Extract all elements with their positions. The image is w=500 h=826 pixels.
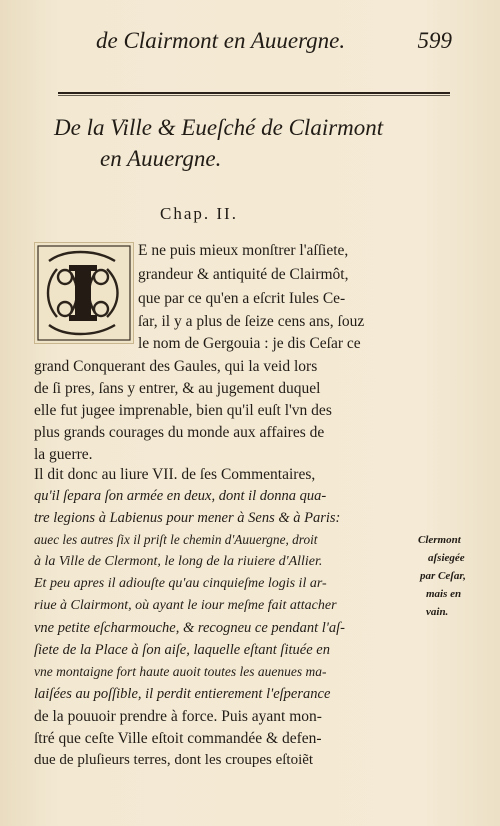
body-line: due de pluſieurs terres, dont les croupes eſtoiẽt [34,752,314,768]
body-line: vne montaigne fort haute auoit toutes les auenues ma- [34,664,327,679]
body-line: la guerre. [34,446,93,463]
body-line: Il dit donc au liure VII. de ſes Commentaires, [34,466,316,483]
margin-note: vain. [426,606,449,618]
section-heading [54,112,454,174]
margin-note: mais en [426,588,462,600]
body-line: ſiete de la Place à ſon aiſe, laquelle eſtant ſituée en [34,642,330,658]
heading-line-1: De la Ville & Eueſché de Clairmont [54,115,384,140]
header-rule-thin [58,95,450,96]
body-line: que par ce qu'en a eſcrit Iules Ce- [138,290,346,307]
decorated-initial-icon [34,242,134,344]
body-line: grandeur & antiquité de Clairmôt, [138,266,349,283]
body-line: à la Ville de Clermont, le long de la riuiere d'Allier. [34,554,323,569]
body-line: grand Conquerant des Gaules, qui la veid lors [34,358,318,375]
body-line: elle fut jugee imprenable, bien qu'il euſt l'vn des [34,402,332,419]
chapter-label: Chap. II. [160,204,238,223]
body-line: plus grands courages du monde aux affaires de [34,424,325,441]
heading-line-2: en Auuergne. [100,146,222,171]
body-line: le nom de Gergouia : je dis Ceſar ce [138,335,361,352]
body-line: de la pouuoir prendre à force. Puis ayant mon- [34,708,322,725]
page-number: 599 [417,28,452,53]
body-line: E ne puis mieux monſtrer l'aſſiete, [138,242,349,259]
body-line: tre legions à Labienus pour mener à Sens & à Paris: [34,510,341,526]
header-rule [58,92,450,94]
running-header [96,24,452,58]
body-line: auec les autres ſix il priſt le chemin d'Auuergne, droit [34,532,318,547]
body-line: Et peu apres il adiouſte qu'au cinquieſme logis il ar- [34,576,327,591]
margin-note: aſsiegée [428,552,465,564]
body-line: ſtré que ceſte Ville eſtoit commandée & defen- [34,730,322,747]
body-line: riue à Clairmont, où ayant le iour meſme fait attacher [34,598,337,613]
body-line: vne petite eſcharmouche, & recogneu ce pendant l'aſ- [34,620,345,636]
body-line: ſar, il y a plus de ſeize cens ans, ſouz [138,313,365,330]
body-line: laiſées au poſſible, il perdit entierement l'eſperance [34,686,331,702]
running-title: de Clairmont en Auuergne. [96,28,346,53]
margin-note: par Ceſar, [420,570,466,582]
margin-note: Clermont [418,534,461,546]
body-line: de ſi pres, ſans y entrer, & au jugement duquel [34,380,321,397]
body-line: qu'il ſepara ſon armée en deux, dont il donna qua- [34,488,327,504]
